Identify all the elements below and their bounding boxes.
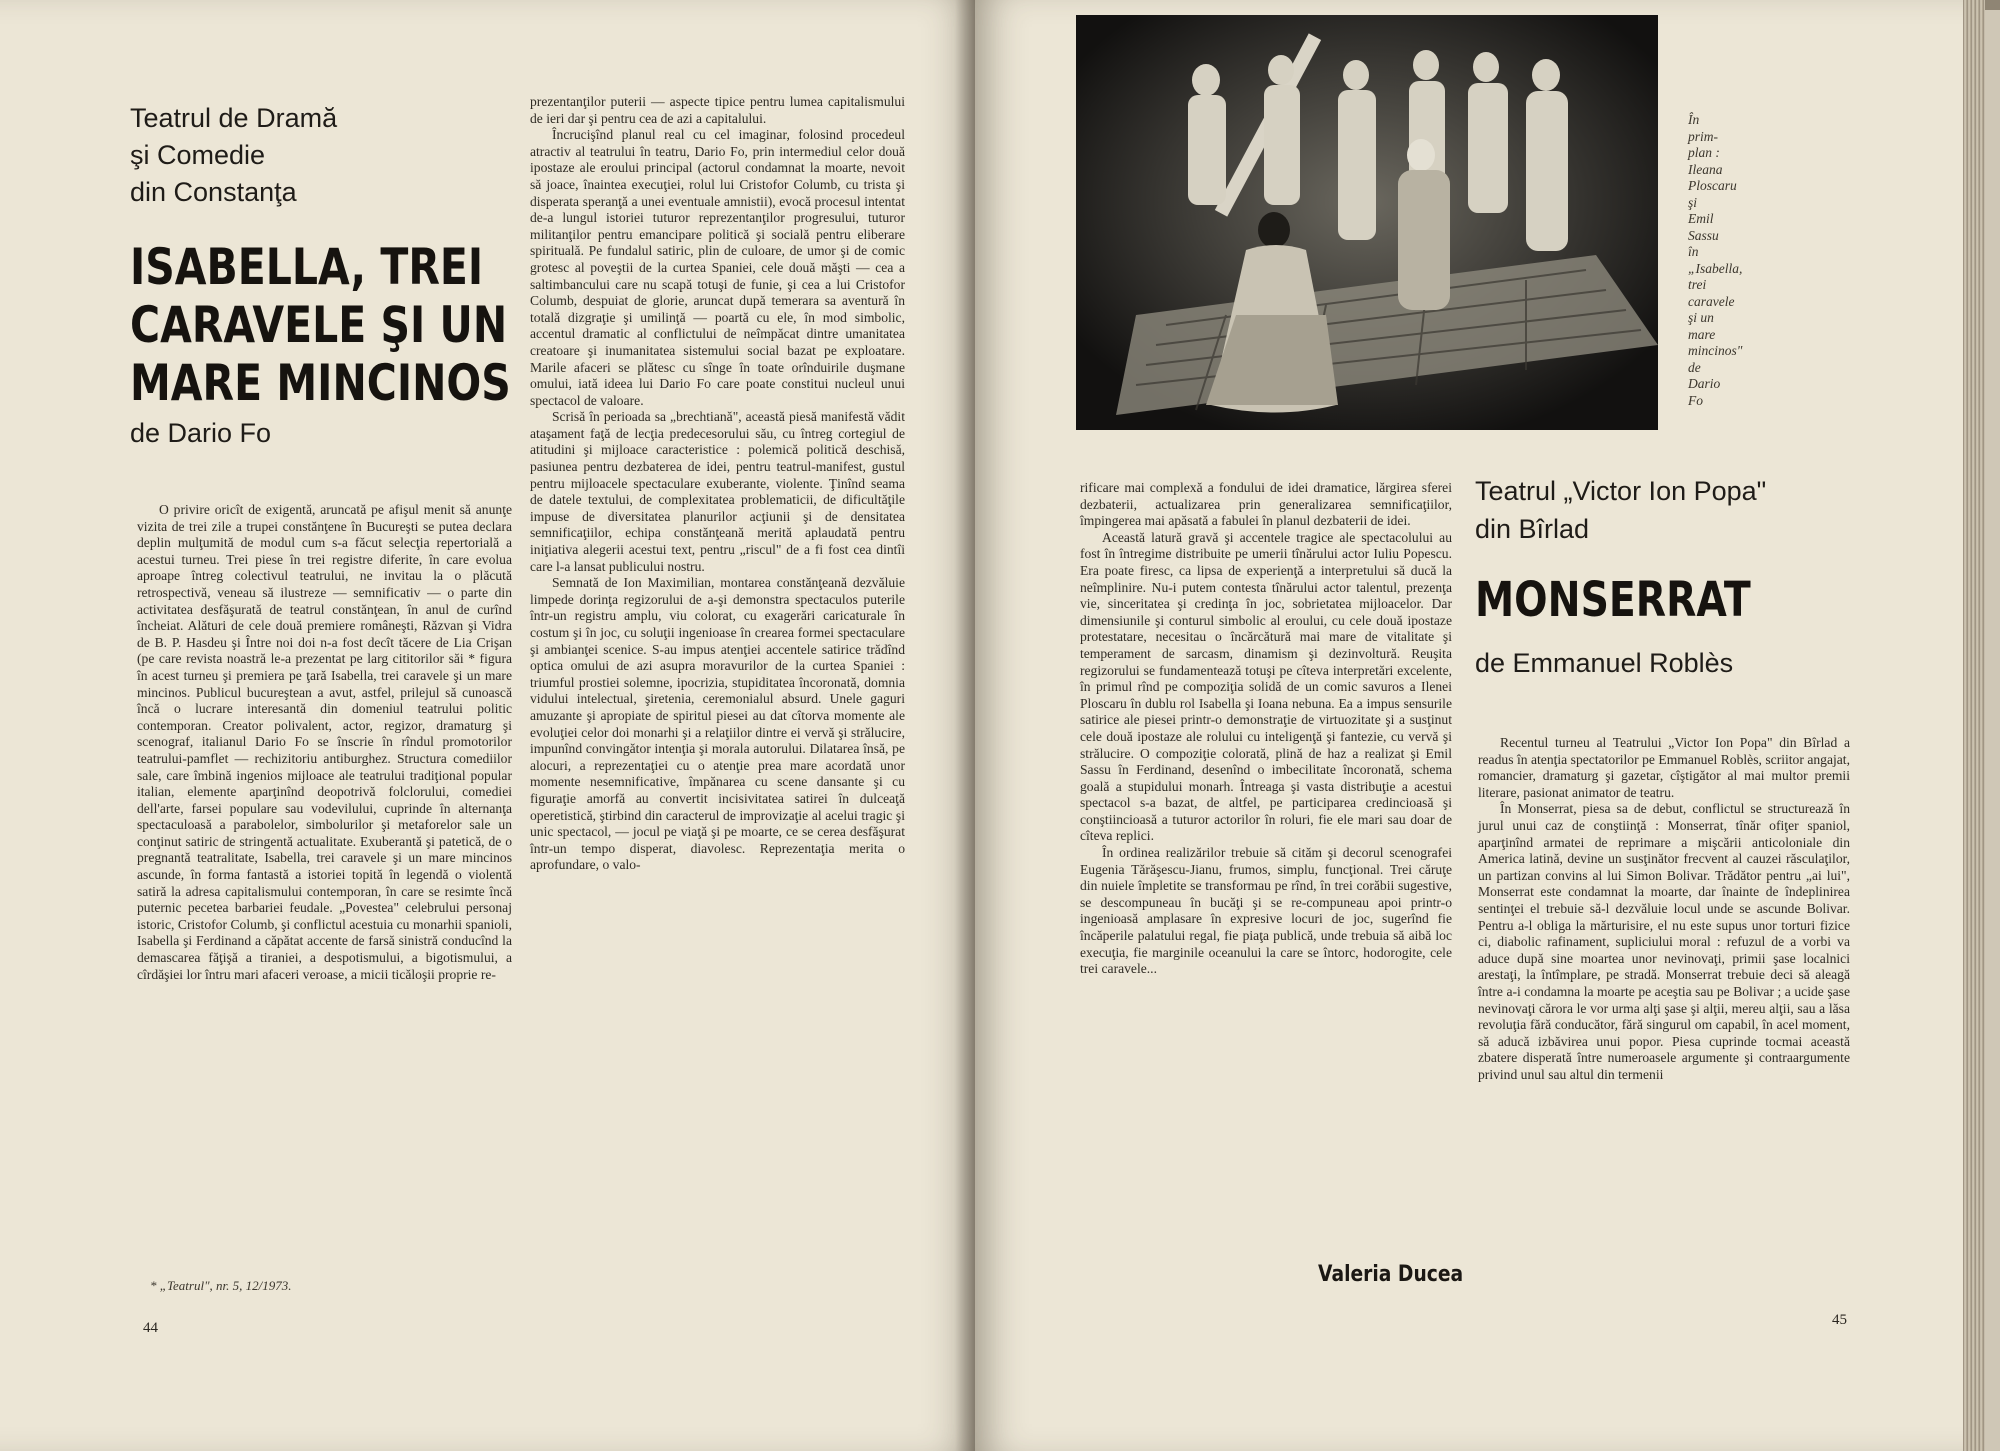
caption-line: Ileana <box>1688 161 1723 177</box>
caption-line: „Isabella, <box>1688 260 1743 276</box>
footnote: * „Teatrul", nr. 5, 12/1973. <box>150 1278 292 1293</box>
caption-line: caravele <box>1688 293 1735 309</box>
caption-line: şi un <box>1688 310 1714 325</box>
column-4 <box>1478 735 1850 1285</box>
column-1 <box>137 502 512 1272</box>
paragraph: Semnată de Ion Maximilian, montarea constănţeană dezvăluie limpede dorinţa regizorului de a-şi demonstra spectaculos puterile într-un registru amplu, viu colorat, cu exagerări caricaturale în costum şi în joc, cu soluţii ingenioase în crearea formei spectaculare şi ambianţei scenice. S-au impus atenţiei accentele satirice trădînd optica omului de azi asupra moravurilor de la curtea Spaniei : triumful prostiei solemne, ipocrizia, stupiditatea încoronată, domnia vidului intelectual, şiretenia, ceremonialul absurd. Unele gaguri amuzante şi apropiate de spiritul piesei au dat cîtorva momente ale evoluţiei celor doi monarhi şi a relaţiilor dintre ei vervă şi strălucire, impunînd convingător intenţia şi morala autorului. Dilatarea însă, pe alocuri, a reprezentaţiei cu o atenţie prea mare acordată unor momente nesemnificative, împănarea cu scene dansante şi cu figuraţie amorfă au convertit incisivitatea satirei în dulceaţă operetistică, ştirbind din caracterul de improvizaţie al acelui tragic şi unic spectacol, — jocul pe viaţă şi pe moarte, ce se cerea desfăşurat într-un tempo disperat, diavolesc. Reprezentaţia merita o aprofundare, o valo- <box>530 575 905 873</box>
caption-line: prim- <box>1688 128 1718 144</box>
paragraph: rificare mai complexă a fondului de idei dramatice, lărgirea sferei dezbaterii, actualizarea prin generalizarea semnificaţiilor, împingerea mai apăsată a fabulei în planul dezbaterii de idei. <box>1080 480 1452 529</box>
page-edges <box>1963 0 1985 1451</box>
caption-line: Dario <box>1688 376 1721 391</box>
caption-line: Ploscaru <box>1688 178 1737 193</box>
column-2 <box>530 94 905 1329</box>
play-title-right: MONSERRAT <box>1475 572 1751 628</box>
stage-photo <box>1076 15 1658 430</box>
article-signature: Valeria Ducea <box>1318 1262 1464 1287</box>
paragraph: prezentanţilor puterii — aspecte tipice pentru lumea capitalismului de ieri dar şi pentru cea de azi a capitalului. <box>530 94 905 126</box>
caption-line: Emil <box>1688 211 1714 226</box>
page-number-right: 45 <box>1832 1312 1847 1328</box>
theatre-heading-right <box>1475 472 1766 548</box>
author-line: de Dario Fo <box>130 418 272 448</box>
column-3 <box>1080 480 1452 1260</box>
title-line: CARAVELE ŞI UN <box>130 296 508 354</box>
caption-line: de <box>1688 359 1701 375</box>
caption-line: în <box>1688 244 1699 259</box>
caption-line: Fo <box>1688 392 1703 408</box>
stage-photo-graphic <box>1076 15 1658 430</box>
theatre-line: Teatrul de Dramă <box>130 103 338 133</box>
theatre-heading <box>130 100 337 211</box>
theatre-line: Teatrul „Victor Ion Popa" <box>1475 476 1767 506</box>
page-number: 44 <box>143 1320 158 1336</box>
title-line: MARE MINCINOS <box>130 354 511 412</box>
caption-line: plan : <box>1688 145 1720 160</box>
theatre-line: din Constanţa <box>130 177 297 207</box>
paragraph: Această latură gravă şi accentele tragice ale spectacolului au fost în întregime distribuite pe umerii tînărului actor Iuliu Popescu. Era poate firesc, ca lipsa de experienţă a interpretului să ducă la neîmplinire. Nu-i putem contesta tînărului actor talentul, prezenţa vie, sinceritatea şi credinţa în joc, sobrietatea mijloacelor. Dar dimensiunile şi conturul simbolic al eroului, cu cele două ipostaze protestatare, necesitau o încărcătură mai mare de vitalitate şi temperament de sarcasm, dinamism şi dezinvoltură. Reuşita regizorului se fundamentează totuşi pe cîteva interpretări excelente, în primul rînd pe compoziţia solidă de un comic savuros a Ilenei Ploscaru în dublu rol Isabella şi Ioana nebuna. Ea a impus sensurile satirice ale piesei printr-o demonstraţie de virtuozitate şi a susţinut cele două ipostaze ale rolului cu inteligenţă şi fantezie, cu vervă şi strălucire. O compoziţie colorată, plină de haz a realizat şi Emil Sassu în Ferdinand, desenînd o imbecilitate încoronată, schema goală a stupidului monarh. Întreaga şi vasta distribuţie a acestui spectacol s-a bazat, de altfel, pe participarea credincioasă şi conştiincioasă a tuturor actorilor în roluri, fie ele mari sau doar de cîteva replici. <box>1080 529 1452 844</box>
caption-line: În <box>1688 112 1700 127</box>
title-line: ISABELLA, TREI <box>130 238 484 296</box>
caption-line: Sassu <box>1688 227 1719 243</box>
caption-line: mare <box>1688 326 1716 342</box>
author-line-right: de Emmanuel Roblès <box>1475 648 1734 678</box>
theatre-line: şi Comedie <box>130 140 266 170</box>
paragraph: Încrucişînd planul real cu cel imaginar, folosind procedeul atractiv al teatrului în teatru, Dario Fo, prin intermediul celor două ipostaze ale eroului principal (actorul condamnat la moarte, nevoit să joace, înaintea execuţiei, rolul lui Cristofor Columb, cu trista şi disperata speranţă a unei eventuale amnistii), evocă procesul intentat de-a lungul istoriei tuturor reprezentanţilor progresului, tuturor militanţilor pentru emancipare politică şi socială pentru eliberare spirituală. Pe fundalul satiric, plin de culoare, de umor şi de comic grotesc al poveştii de la curtea Spaniei, cele două măşti — cea a saltimbancului care nu scapă totuşi de funie, şi cea a lui Cristofor Columb, despuiat de glorie, aruncat după temerara sa aventură în totală dizgraţie şi umilinţă — poartă cu ele, în mod simbolic, accentul dramatic al conflictului de neîmpăcat dintre umanitatea creatoare şi inumanitatea sistemului social bazat pe exploatare. Marile afaceri se plătesc cu sînge în toate orînduirile duşmane omului, iată ideea lui Dario Fo care poate constitui nucleul unui spectacol de valoare. <box>530 127 905 408</box>
paragraph: În Monserrat, piesa sa de debut, conflictul se structurează în jurul unui caz de conştiinţă : Monserrat, tînăr ofiţer spaniol, aparţinînd armatei de reprimare a mişcării anticoloniale din America latină, devine un susţinător frecvent al cauzei răsculaţilor, un partizan convins al lui Simon Bolivar. Trădător pentru „ai lui", Monserrat este condamnat la moarte, dar înainte de îndeplinirea sentinţei el trebuie să-l dezvăluie locul unde se ascunde Bolivar. Pentru a-l obliga la mărturisire, el nu este supus unor torturi fizice ci, diabolic rafinament, supliciului moral : refuzul de a vorbi va aduce după sine moartea unor nevinovaţi, primii şase localnici arestaţi, la întîmplare, pe stradă. Monserrat trebuie deci să aleagă între a-i condamna la moarte pe aceştia sau pe Bolivar ; a ucide şase nevinovaţi cărora le vor urma alţi şase şi alţii, mereu alţii, sau a lăsa revoluţia fără conducător, fără singurul om capabil, în acel moment, să aducă izbăvirea unui popor. Piesa cuprinde tocmai această zbatere disperată între numeroasele argumente şi contraargumente privind unul sau altul din termenii <box>1478 801 1850 1082</box>
caption-line: trei <box>1688 277 1707 292</box>
paragraph: Scrisă în perioada sa „brechtiană", această piesă manifestă vădit ataşament faţă de lecţia predecesorului său, cu întreg cortegiul de atitudini şi mijloace caracteristice : polemică politică deschisă, pasiunea pentru dezbaterea de idei, pentru teatrul-manifest, gustul pentru mijloacele spectaculare exuberante, violente. Ţinînd seama de datele textului, de complexitatea problematicii, de dificultăţile impuse de diversitatea planurilor acţiunii şi de densitatea semnificaţiilor, echipa constănţeană merită aplaudată pentru iniţiativa alegerii acestui text, pentru „riscul" de a fi fost cea dintîi care l-a lansat publicului nostru. <box>530 409 905 574</box>
paragraph: Recentul turneu al Teatrului „Victor Ion Popa" din Bîrlad a readus în atenţia spectatorilor pe Emmanuel Roblès, scriitor angajat, romancier, dramaturg şi gazetar, cîştigător al mai multor premii literare, pasionat animator de teatru. <box>1478 735 1850 800</box>
photo-caption <box>1688 112 1778 409</box>
theatre-line: din Bîrlad <box>1475 514 1590 544</box>
left-page <box>0 0 975 1451</box>
paragraph: În ordinea realizărilor trebuie să cităm şi decorul scenografei Eugenia Tărăşescu-Jianu, frumos, simplu, funcţional. Trei căruţe din nuiele împletite se transformau pe rînd, în trei corăbii sugestive, se descompuneau în bucăţi şi se re-compuneau apoi printr-o ingenioasă amplasare în expresive locuri de joc, sugerînd fie încăperile palatului regal, fie piaţa publică, unde trebuia să aibă loc execuţia, fie marginile oceanului la care se întorc, hodorogite, cele trei caravele... <box>1080 845 1452 977</box>
play-title <box>130 238 511 412</box>
caption-line: şi <box>1688 194 1698 210</box>
paragraph: O privire oricît de exigentă, aruncată pe afişul menit să anunţe vizita de trei zile a trupei constănţene în Bucureşti se putea declara deplin mulţumită de modul cum s-a făcut selecţia repertorială a acestui turneu. Trei piese în trei registre diferite, în care evolua aproape întreg colectivul teatrului, ne invitau la o plăcută retrospectivă, veneau să ilustreze — semnificativ — o parte din activitatea desfăşurată de teatrul constănţean, în anul de curînd încheiat. Alături de cele două premiere româneşti, Răzvan şi Vidra de B. P. Hasdeu şi Între noi doi n-a fost decît tăcere de Lia Crişan (pe care revista noastră le-a prezentat pe larg cititorilor săi * figura în acest turneu şi premiera pe ţară Isabella, trei caravele şi un mare mincinos. Publicul bucureştean a avut, astfel, prilejul să cunoască încă o lucrare interesantă din domeniul teatrului politic contemporan. Creator polivalent, actor, regizor, dramaturg şi scenograf, italianul Dario Fo se înscrie în rîndul promotorilor teatrului-pamflet — rechizitoriu antiburghez. Structura comediilor sale, care îmbină ingenios mijloace ale teatrului tradiţional popular italian, elemente aparţinînd deopotrivă folclorului, comediei dell'arte, farsei populare sau vodevilului, cuprinde în alternanţa spectaculoasă a parabolelor, simbolurilor şi metaforelor sale un conţinut satiric de stringentă actualitate. Exuberantă şi patetică, de o pregnantă teatralitate, Isabella, trei caravele şi un mare mincinos ascunde, în forma fantastă a istoriei topită în legendă o violentă satiră la adresa capitalismului contemporan, în care se resimte încă puternic pecetea barbariei feudale. „Povestea" celebrului personaj istoric, Cristofor Columb, şi conflictul acestuia cu monarhii spanioli, Isabella şi Ferdinand a căpătat accente de farsă sinistră conducînd la demascarea făţişă a tiraniei, a despotismului, a bigotismului, a cîrdăşiei lor întru mari afaceri veroase, a micii ticăloşii proprie re- <box>137 502 512 982</box>
caption-line: mincinos" <box>1688 343 1743 358</box>
